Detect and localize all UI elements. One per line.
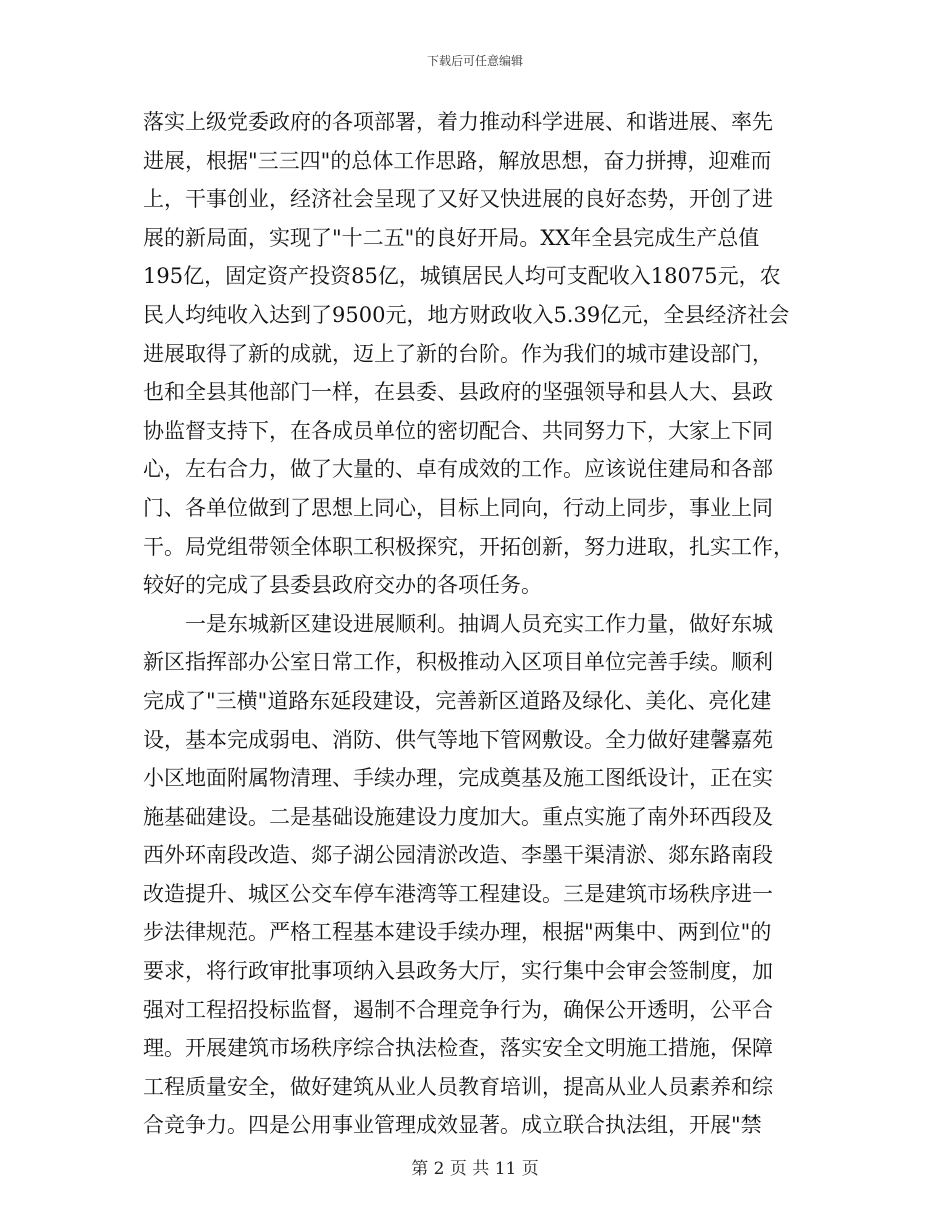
text-line: 门、各单位做到了思想上同心，目标上同向，行动上同步，事业上同 bbox=[143, 495, 773, 520]
text-line: 干。局党组带领全体职工积极探究，开拓创新，努力进取，扎实工作， bbox=[143, 534, 794, 559]
page-footer: 第 2 页 共 11 页 bbox=[411, 1159, 539, 1179]
text-line: 西外环南段改造、郯子湖公园清淤改造、李墨干渠清淤、郯东路南段 bbox=[143, 843, 773, 868]
text-line: 落实上级党委政府的各项部署，着力推动科学进展、和谐进展、率先 bbox=[143, 110, 773, 134]
text-line: 协监督支持下，在各成员单位的密切配合、共同努力下，大家上下同 bbox=[143, 418, 773, 443]
text-line: 理。开展建筑市场秩序综合执法检查，落实安全文明施工措施，保障 bbox=[143, 1036, 773, 1061]
text-line: 要求，将行政审批事项纳入县政务大厅，实行集中会审会签制度，加 bbox=[143, 959, 773, 984]
text-line: 较好的完成了县委县政府交办的各项任务。 bbox=[143, 573, 542, 598]
paragraph-2 bbox=[143, 605, 811, 1145]
document-body bbox=[143, 103, 811, 1145]
text-line: 合竞争力。四是公用事业管理成效显著。成立联合执法组，开展"禁 bbox=[143, 1113, 762, 1138]
text-line: 工程质量安全，做好建筑从业人员教育培训，提高从业人员素养和综 bbox=[143, 1074, 773, 1099]
text-line: 改造提升、城区公交车停车港湾等工程建设。三是建筑市场秩序进一 bbox=[143, 881, 773, 906]
paragraph-1 bbox=[143, 103, 811, 605]
text-line: 展的新局面，实现了"十二五"的良好开局。XX年全县完成生产总值 bbox=[143, 225, 760, 250]
text-line: 也和全县其他部门一样，在县委、县政府的坚强领导和县人大、县政 bbox=[143, 380, 773, 405]
text-line: 完成了"三横"道路东延段建设，完善新区道路及绿化、美化、亮化建 bbox=[143, 688, 772, 713]
text-line: 步法律规范。严格工程基本建设手续办理，根据"两集中、两到位"的 bbox=[143, 920, 772, 945]
text-line: 上，干事创业，经济社会呈现了又好又快进展的良好态势，开创了进 bbox=[143, 187, 773, 212]
text-line: 小区地面附属物清理、手续办理，完成奠基及施工图纸设计，正在实 bbox=[143, 766, 773, 791]
text-line: 民人均纯收入达到了9500元，地方财政收入5.39亿元，全县经济社会 bbox=[143, 302, 790, 327]
text-line: 施基础建设。二是基础设施建设力度加大。重点实施了南外环西段及 bbox=[143, 804, 773, 829]
text-line: 进展取得了新的成就，迈上了新的台阶。作为我们的城市建设部门， bbox=[143, 341, 773, 366]
text-line: 一是东城新区建设进展顺利。抽调人员充实工作力量，做好东城 bbox=[185, 611, 773, 636]
text-line: 强对工程招投标监督，遏制不合理竞争行为，确保公开透明，公平合 bbox=[143, 997, 773, 1022]
text-line: 195亿，固定资产投资85亿，城镇居民人均可支配收入18075元，农 bbox=[143, 264, 781, 289]
text-line: 设，基本完成弱电、消防、供气等地下管网敷设。全力做好建馨嘉苑 bbox=[143, 727, 773, 752]
text-line: 新区指挥部办公室日常工作，积极推动入区项目单位完善手续。顺利 bbox=[143, 650, 773, 675]
page-header: 下载后可任意编辑 bbox=[426, 54, 523, 68]
text-line: 进展，根据"三三四"的总体工作思路，解放思想，奋力拼搏，迎难而 bbox=[143, 148, 772, 173]
text-line: 心，左右合力，做了大量的、卓有成效的工作。应该说住建局和各部 bbox=[143, 457, 773, 482]
